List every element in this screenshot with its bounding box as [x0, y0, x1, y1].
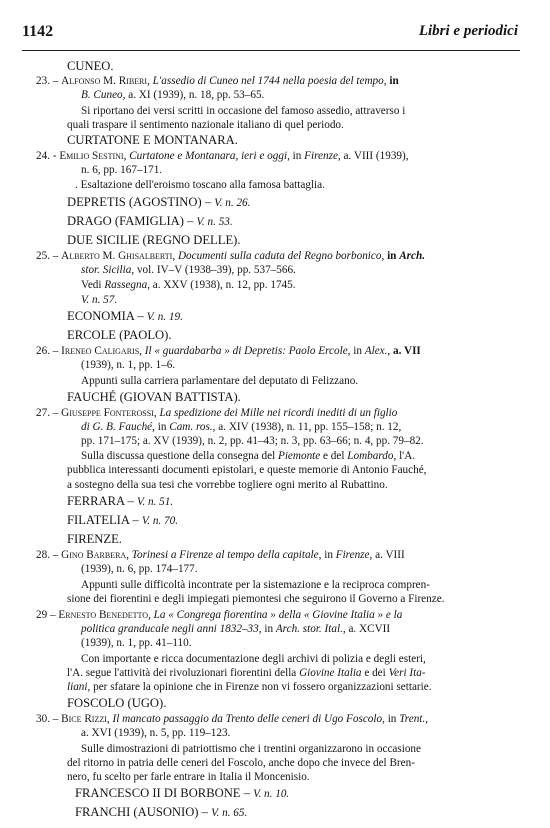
section-heading	[75, 786, 289, 802]
text-run: , in	[318, 549, 336, 561]
text-run: ,	[153, 407, 160, 419]
text-run: Piemonte	[277, 450, 321, 462]
entry-line	[81, 726, 230, 740]
entry-line	[81, 278, 296, 292]
entry-line	[67, 666, 426, 680]
text-run: , in	[287, 150, 305, 162]
entry-line	[67, 463, 426, 477]
entry-line	[36, 74, 399, 88]
text-run: . Esaltazione dell'eroismo toscano alla famosa battaglia.	[75, 179, 325, 191]
text-run: Alfonso M. Riberi	[61, 75, 148, 87]
running-title: Libri e periodici	[418, 23, 518, 39]
text-run: , in	[382, 713, 400, 725]
entry-line	[81, 652, 426, 666]
text-run: in	[389, 75, 399, 87]
text-run: , a. XCVII	[342, 623, 391, 635]
text-run: Ireneo Caligaris	[61, 345, 140, 357]
text-run: (1939), n. 1, pp. 41–110.	[81, 637, 192, 649]
text-run: Curtatone e Montanara, ieri e oggi	[129, 150, 288, 162]
text-run: , a. XIV (1938), n. 11, pp. 155–158; n. 12,	[212, 421, 402, 433]
entry-line	[67, 118, 344, 132]
text-run: L'assedio di Cuneo nel 1744 nella poesia del tempo	[152, 75, 384, 87]
entry-line	[81, 163, 162, 177]
text-run: , l'A.	[393, 450, 416, 462]
text-run: a sostegno della sua tesi che vorrebbe togliere ogni merito al Rubattino.	[67, 479, 388, 491]
text-run: ERCOLE (PAOLO).	[67, 328, 172, 342]
text-run: Torinesi a Firenze al tempo della capitale	[131, 549, 319, 561]
entry-line	[75, 178, 325, 192]
text-run: (1939), n. 1, pp. 1–6.	[81, 359, 176, 371]
entry-line	[36, 712, 428, 726]
text-run: del ritorno in patria delle ceneri del Foscolo, anche dopo che invece del Bren-	[67, 757, 415, 769]
entry-line	[81, 742, 421, 756]
section-heading	[67, 390, 241, 405]
text-run: CURTATONE E MONTANARA.	[67, 133, 238, 147]
section-heading	[67, 696, 166, 711]
text-run: V. n. 10.	[253, 788, 290, 800]
text-run: pubblica interessanti documenti epistolari, e queste memorie di Antonio Fauché,	[67, 464, 427, 476]
text-run: ,	[106, 713, 113, 725]
text-run: , in	[347, 345, 365, 357]
entry-line	[67, 478, 388, 492]
text-run: La « Congrega fiorentina » della « Giovine Italia » e la	[153, 609, 403, 621]
text-run: liani	[67, 681, 88, 693]
section-heading	[67, 214, 233, 230]
section-heading	[67, 513, 178, 529]
text-run: Appunti sulla carriera parlamentare del deputato di Felizzano.	[81, 375, 359, 387]
text-run: , a. VIII (1939),	[337, 150, 409, 162]
text-run: n. 6, pp. 167–171.	[81, 164, 163, 176]
text-run: ,	[172, 250, 178, 262]
entry-line	[81, 374, 358, 388]
text-run: 27. –	[36, 407, 62, 419]
text-run: Gino Barbera	[61, 549, 127, 561]
text-run: ,	[425, 713, 428, 725]
text-run: ,	[148, 609, 154, 621]
text-run: Alex.	[364, 345, 388, 357]
text-run: FOSCOLO (UGO).	[67, 696, 167, 710]
text-run: B. Cuneo	[81, 89, 123, 101]
text-run: Alberto M. Ghisalberti	[61, 250, 173, 262]
text-run: Bice Rizzi	[61, 713, 107, 725]
text-run: Veri Ita-	[388, 667, 426, 679]
section-heading	[75, 805, 247, 821]
text-run: ,	[383, 75, 390, 87]
text-run: Il mancato passaggio da Trento delle ceneri di Ugo Foscolo	[112, 713, 383, 725]
text-run: V. n. 26.	[214, 197, 251, 209]
text-run: ,	[387, 345, 394, 357]
entry-line	[67, 680, 432, 694]
text-run: Cam. ros.	[169, 421, 213, 433]
text-run: V. n. 19.	[146, 311, 183, 323]
text-run: Sulle dimostrazioni di patriottismo che i trentini organizzarono in occasione	[81, 743, 421, 755]
text-run: Si riportano dei versi scritti in occasione del famoso assedio, attraverso i	[81, 105, 406, 117]
text-run: V. n. 65.	[211, 807, 248, 819]
text-run: Vedi	[81, 279, 105, 291]
entry-line	[81, 636, 192, 650]
text-run: ,	[139, 345, 145, 357]
entry-line	[81, 622, 390, 636]
text-run: Firenze	[304, 150, 338, 162]
text-run: FAUCHÉ (GIOVAN BATTISTA).	[67, 390, 241, 404]
text-run: ,	[126, 549, 132, 561]
entry-line	[67, 592, 444, 606]
section-heading	[67, 195, 250, 211]
text-run: 23. –	[36, 75, 62, 87]
text-run: 28. –	[36, 549, 62, 561]
text-run: 29 –	[36, 609, 59, 621]
text-run: a. VII	[393, 345, 421, 357]
text-run: Giovine Italia	[299, 667, 362, 679]
entry-line	[81, 420, 401, 434]
text-run: Ernesto Benedetto	[58, 609, 149, 621]
text-run: V. n. 53.	[196, 216, 233, 228]
page-number: 1142	[22, 23, 54, 40]
text-run: pp. 171–175; a. XV (1939), n. 2, pp. 41–43; n. 3, pp. 63–66; n. 4, pp. 79–82.	[81, 435, 424, 447]
text-run: , vol. IV–V (1938–39), pp. 537–566.	[131, 264, 296, 276]
text-run: , a. XI (1939), n. 18, pp. 53–65.	[122, 89, 265, 101]
entry-line	[36, 344, 421, 358]
text-run: La spedizione dei Mille nei ricordi inediti di un figlio	[159, 407, 398, 419]
text-run: FRANCESCO II DI BORBONE –	[75, 786, 254, 800]
text-run: 24. -	[36, 150, 60, 162]
text-run: a. XVI (1939), n. 5, pp. 119–123.	[81, 727, 231, 739]
text-run: nero, fu scelto per farle entrare in Italia il Moncenisio.	[67, 771, 310, 783]
text-run: Arch.	[399, 250, 426, 262]
text-run: V. n. 70.	[141, 515, 179, 527]
entry-line	[81, 263, 296, 277]
section-heading	[67, 309, 183, 325]
text-run: , a. XXV (1938), n. 12, pp. 1745.	[147, 279, 296, 291]
entry-line	[81, 104, 405, 118]
text-run: Rassegna	[104, 279, 148, 291]
text-run: DRAGO (FAMIGLIA) –	[67, 214, 197, 228]
text-run: e del	[320, 450, 348, 462]
text-run: FILATELIA –	[67, 513, 142, 527]
text-run: sione dei fiorentini e degli impiegati piemontesi che seguirono il Governo a Firenze.	[67, 593, 445, 605]
text-run: CUNEO.	[67, 59, 114, 73]
text-run: 25. –	[36, 250, 62, 262]
text-run: politica granducale negli anni 1832–33	[81, 623, 259, 635]
text-run: DUE SICILIE (REGNO DELLE).	[67, 233, 241, 247]
entry-line	[81, 358, 175, 372]
entry-line	[81, 562, 198, 576]
entry-line	[81, 293, 117, 307]
text-run: Documenti sulla caduta del Regno borbonico	[177, 250, 382, 262]
text-run: , in	[258, 623, 276, 635]
text-run: stor. Sicilia	[81, 264, 132, 276]
text-run: ,	[123, 150, 130, 162]
text-run: FRANCHI (AUSONIO) –	[75, 805, 212, 819]
text-run: Lombardo	[347, 450, 394, 462]
text-run: Emilio Sestini	[59, 150, 124, 162]
entry-line	[67, 770, 310, 784]
text-run: , a. VIII	[369, 549, 405, 561]
section-heading	[67, 328, 171, 343]
entry-line	[36, 149, 409, 163]
section-heading	[67, 494, 173, 510]
entry-line	[36, 608, 402, 622]
entry-line	[36, 406, 397, 420]
text-run: , in	[152, 421, 170, 433]
section-heading	[67, 233, 240, 248]
text-run: Arch. stor. Ital.	[275, 623, 343, 635]
text-run: (1939), n. 6, pp. 174–177.	[81, 563, 198, 575]
section-heading	[67, 133, 238, 148]
text-run: FERRARA –	[67, 494, 137, 508]
text-run: V. n. 57.	[81, 294, 118, 306]
section-heading	[67, 59, 114, 74]
text-run: 26. –	[36, 345, 62, 357]
entry-line	[36, 548, 405, 562]
text-run: quali traspare il sentimento nazionale italiano di quel periodo.	[67, 119, 344, 131]
text-run: Firenze	[335, 549, 370, 561]
page-header	[22, 23, 518, 45]
entry-line	[36, 249, 425, 263]
text-run: e dei	[361, 667, 389, 679]
text-run: DEPRETIS (AGOSTINO) –	[67, 195, 215, 209]
text-run: Appunti sulle difficoltà incontrate per la sistemazione e la reciproca compren-	[81, 579, 430, 591]
text-run: Il « guardabarba » di Depretis: Paolo Ercole	[144, 345, 348, 357]
text-run: V. n. 51.	[137, 496, 174, 508]
text-run: ECONOMIA –	[67, 309, 147, 323]
text-run: , per sfatare la opinione che in Firenze non vi fossero organizzazioni settarie.	[87, 681, 432, 693]
text-run: FIRENZE.	[67, 532, 122, 546]
text-run: Sulla discussa questione della consegna del	[81, 450, 278, 462]
text-run: Giuseppe Fonterossi	[61, 407, 154, 419]
header-rule	[22, 50, 520, 51]
entry-line	[81, 578, 430, 592]
text-run: ,	[147, 75, 153, 87]
entry-line	[81, 88, 264, 102]
text-run: in	[387, 250, 397, 262]
entry-line	[81, 449, 415, 463]
text-run: Trent.	[399, 713, 426, 725]
text-run: di G. B. Fauché	[81, 421, 153, 433]
text-run: ,	[381, 250, 388, 262]
text-run: l'A. segue l'attività dei rivoluzionari fiorentini della	[67, 667, 300, 679]
text-run: 30. –	[36, 713, 62, 725]
entry-line	[67, 756, 415, 770]
entry-line	[81, 434, 424, 448]
text-run: Con importante e ricca documentazione degli archivi di polizia e degli esteri,	[81, 653, 426, 665]
section-heading	[67, 532, 122, 547]
